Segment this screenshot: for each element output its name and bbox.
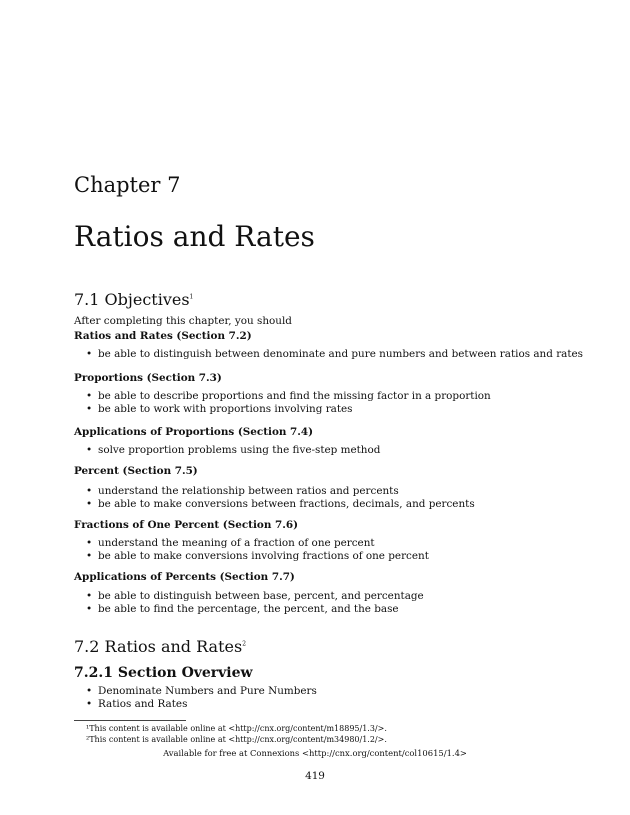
group-list-fractions-one-percent bbox=[74, 537, 429, 563]
footnote-ref-1[interactable]: 1 bbox=[189, 293, 194, 301]
list-item: • understand the meaning of a fraction of one percent bbox=[74, 537, 429, 550]
list-item: • be able to distinguish between base, percent, and percentage bbox=[74, 590, 424, 603]
objectives-heading-text: 7.1 Objectives bbox=[74, 290, 190, 309]
list-item: • Denominate Numbers and Pure Numbers bbox=[74, 685, 317, 698]
availability-note: Available for free at Connexions <http://cnx.org/content/col10615/1.4> bbox=[163, 748, 467, 758]
group-heading-percent: Percent (Section 7.5) bbox=[74, 465, 198, 477]
group-heading-ratios-rates: Ratios and Rates (Section 7.2) bbox=[74, 330, 252, 342]
group-list-applications-proportions bbox=[74, 444, 380, 457]
footnote-1: ¹This content is available online at <http://cnx.org/content/m18895/1.3/>. bbox=[86, 724, 387, 733]
group-list-applications-percents bbox=[74, 590, 424, 616]
list-item: • solve proportion problems using the five-step method bbox=[74, 444, 380, 457]
page-number: 419 bbox=[305, 770, 325, 782]
ratios-rates-heading bbox=[74, 637, 246, 657]
list-item: • be able to make conversions involving fractions of one percent bbox=[74, 550, 429, 563]
list-item: • be able to work with proportions involving rates bbox=[74, 403, 491, 416]
section-overview-list bbox=[74, 685, 317, 711]
group-heading-applications-proportions: Applications of Proportions (Section 7.4) bbox=[74, 426, 314, 438]
group-heading-applications-percents: Applications of Percents (Section 7.7) bbox=[74, 571, 295, 583]
list-item: • be able to distinguish between denominate and pure numbers and between ratios and rates bbox=[74, 348, 583, 361]
list-item: • be able to find the percentage, the percent, and the base bbox=[74, 603, 424, 616]
group-list-ratios-rates bbox=[74, 348, 583, 361]
group-heading-proportions: Proportions (Section 7.3) bbox=[74, 372, 222, 384]
group-heading-fractions-one-percent: Fractions of One Percent (Section 7.6) bbox=[74, 519, 299, 531]
group-list-proportions bbox=[74, 390, 491, 416]
list-item: • be able to describe proportions and find the missing factor in a proportion bbox=[74, 390, 491, 403]
footnote-ref-2[interactable]: 2 bbox=[242, 640, 247, 648]
chapter-label: Chapter 7 bbox=[74, 173, 181, 197]
list-item: • understand the relationship between ratios and percents bbox=[74, 485, 475, 498]
footnote-divider bbox=[74, 720, 186, 721]
footnotes bbox=[86, 723, 387, 745]
group-list-percent bbox=[74, 485, 475, 511]
objectives-heading bbox=[74, 290, 193, 310]
chapter-title: Ratios and Rates bbox=[74, 220, 315, 253]
footnote-2: ²This content is available online at <http://cnx.org/content/m34980/1.2/>. bbox=[86, 735, 387, 744]
ratios-rates-heading-text: 7.2 Ratios and Rates bbox=[74, 637, 243, 656]
list-item: • be able to make conversions between fractions, decimals, and percents bbox=[74, 498, 475, 511]
section-overview-heading: 7.2.1 Section Overview bbox=[74, 665, 253, 681]
objectives-intro: After completing this chapter, you should bbox=[74, 315, 292, 327]
list-item: • Ratios and Rates bbox=[74, 698, 317, 711]
